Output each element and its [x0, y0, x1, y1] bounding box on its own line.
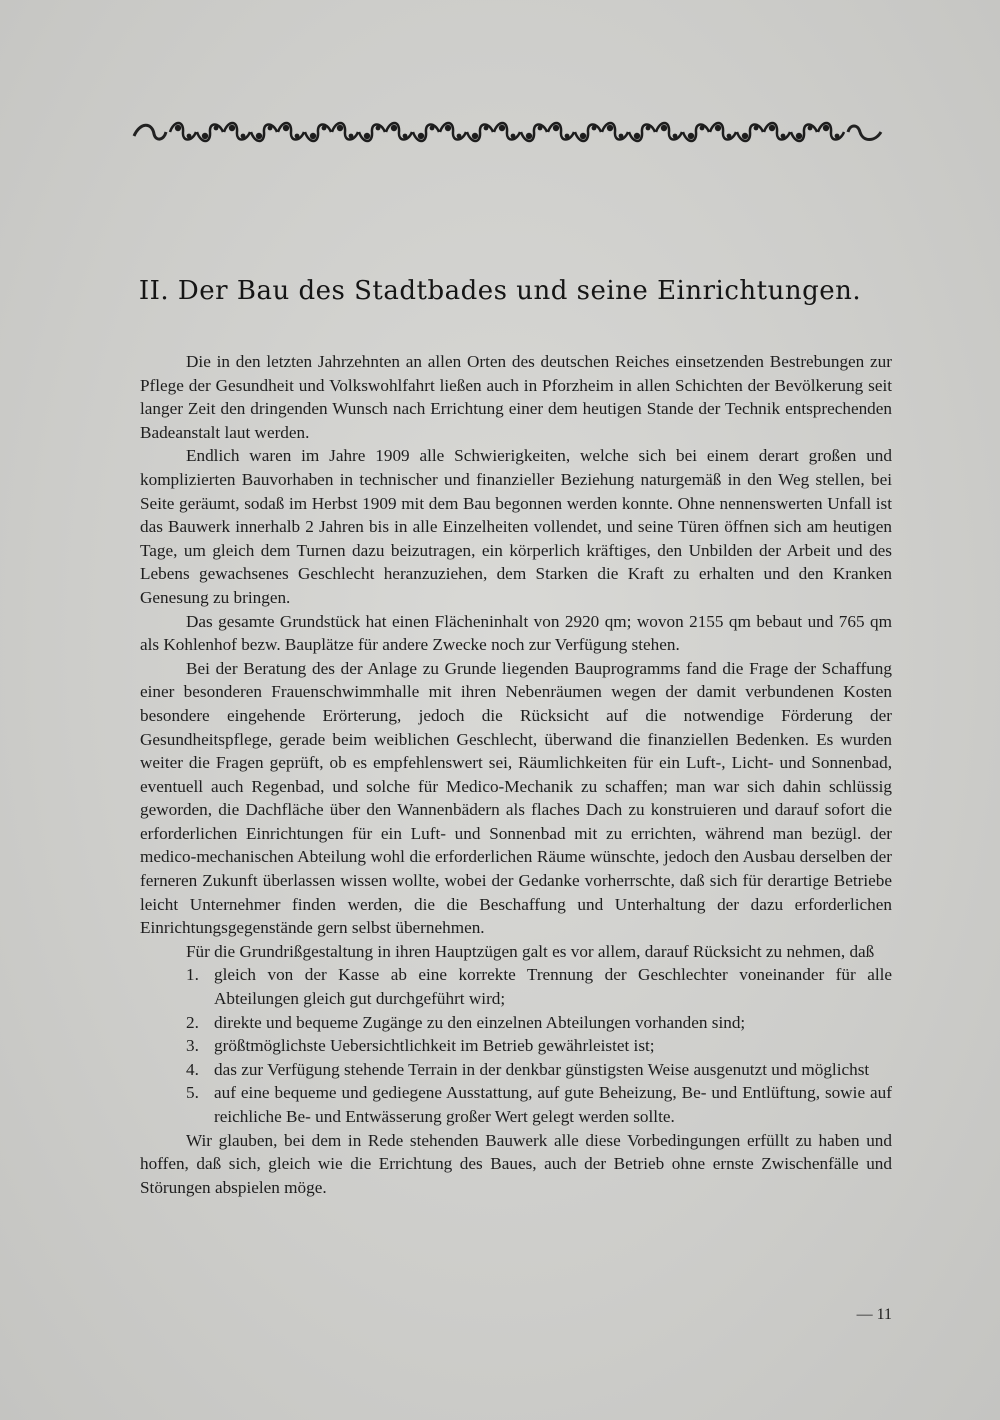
list-text: das zur Verfügung stehende Terrain in der denkbar günstigsten Weise ausgenutzt und möglichst	[214, 1059, 870, 1079]
paragraph: Für die Grundrißgestaltung in ihren Hauptzügen galt es vor allem, darauf Rücksicht zu nehmen, daß	[186, 941, 875, 961]
ornament-border-icon	[130, 112, 885, 152]
list-item	[140, 963, 892, 1010]
list-text: direkte und bequeme Zugänge zu den einzelnen Abteilungen vorhanden sind;	[214, 1012, 746, 1032]
page-title: II. Der Bau des Stadtbades und seine Einrichtungen.	[138, 276, 862, 306]
list-number: 3.	[186, 1036, 199, 1056]
paragraph: Die in den letzten Jahrzehnten an allen Orten des deutschen Reiches einsetzenden Bestrebungen zur Pflege der Gesundheit und Volkswohlfahrt ließen auch in Pforzheim in allen Schichten der Bevölkerung seit langer Zeit den dringenden Wunsch nach Errichtung einer dem heutigen Stande der Technik entsprechenden Badeanstalt laut werden.	[140, 352, 892, 442]
paragraph: Bei der Beratung des der Anlage zu Grunde liegenden Bauprogramms fand die Frage der Schaffung einer besonderen Frauenschwimmhalle mit ihren Nebenräumen wegen der damit verbundenen Kosten besondere eingehende Erörterung, jedoch die Rücksicht auf die notwendige Förderung der Gesundheitspflege, gerade beim weiblichen Geschlecht, überwand die finanziellen Bedenken. Es wurden weiter die Fragen geprüft, ob es empfehlenswert sei, Räumlichkeiten für ein Luft-, Licht- und Sonnenbad, eventuell auch Regenbad, und solche für Medico-Mechanik zu schaffen; man war sich dahin schlüssig geworden, die Dachfläche über den Wannenbädern als flaches Dach zu konstruieren und darauf sofort die erforderlichen Einrichtungen für ein Luft- und Sonnenbad mit zu errichten, während man bezügl. der medico-mechanischen Abteilung wohl die erforderlichen Räume wünschte, jedoch den Ausbau derselben der ferneren Zukunft überlassen wissen wollte, wobei der Gedanke vorherrschte, daß sich für derartige Betriebe leicht Unternehmer finden werden, die die Beschaffung und Unterhaltung der dazu erforderlichen Einrichtungsgegenstände gern selbst übernehmen.	[140, 658, 892, 938]
list-item	[140, 1034, 892, 1058]
list-number: 4.	[186, 1059, 199, 1079]
paragraph: Endlich waren im Jahre 1909 alle Schwierigkeiten, welche sich bei einem derart großen und komplizierten Bauvorhaben in technischer und finanzieller Beziehung naturgemäß in den Weg stellen, bei Seite geräumt, sodaß im Herbst 1909 mit dem Bau begonnen werden konnte. Ohne nennenswerten Unfall ist das Bauwerk innerhalb 2 Jahren bis in alle Einzelheiten vollendet, und seine Türen öffnen sich am heutigen Tage, um gleich dem Turnen dazu beizutragen, ein körperlich kräftiges, den Unbilden der Arbeit und des Lebens gewachsenes Geschlecht heranzuziehen, dem Starken die Kraft zu erhalten und den Kranken Genesung zu bringen.	[140, 446, 892, 607]
document-body	[140, 350, 892, 1199]
list-text: gleich von der Kasse ab eine korrekte Trennung der Geschlechter voneinander für alle Abteilungen gleich gut durchgeführt wird;	[214, 965, 892, 1009]
closing-paragraph: Wir glauben, bei dem in Rede stehenden Bauwerk alle diese Vorbedingungen erfüllt zu haben und hoffen, daß sich, gleich wie die Errichtung des Baues, auch der Betrieb ohne ernste Zwischenfälle und Störungen abspielen möge.	[140, 1130, 892, 1197]
list-number: 1.	[186, 965, 199, 985]
list-item	[140, 1058, 892, 1082]
requirements-list	[140, 963, 892, 1128]
list-item	[140, 1011, 892, 1035]
list-number: 2.	[186, 1012, 199, 1032]
paragraph: Das gesamte Grundstück hat einen Flächeninhalt von 2920 qm; wovon 2155 qm bebaut und 765 qm als Kohlenhof bezw. Bauplätze für andere Zwecke noch zur Verfügung stehen.	[140, 611, 892, 655]
list-text: größtmöglichste Uebersichtlichkeit im Betrieb gewährleistet ist;	[214, 1036, 655, 1056]
list-item	[140, 1081, 892, 1128]
page-number: — 11	[856, 1306, 892, 1323]
list-number: 5.	[186, 1083, 199, 1103]
list-text: auf eine bequeme und gediegene Ausstattung, auf gute Beheizung, Be- und Entlüftung, sowie auf reichliche Be- und Entwässerung großer Wert gelegt werden sollte.	[214, 1083, 892, 1126]
